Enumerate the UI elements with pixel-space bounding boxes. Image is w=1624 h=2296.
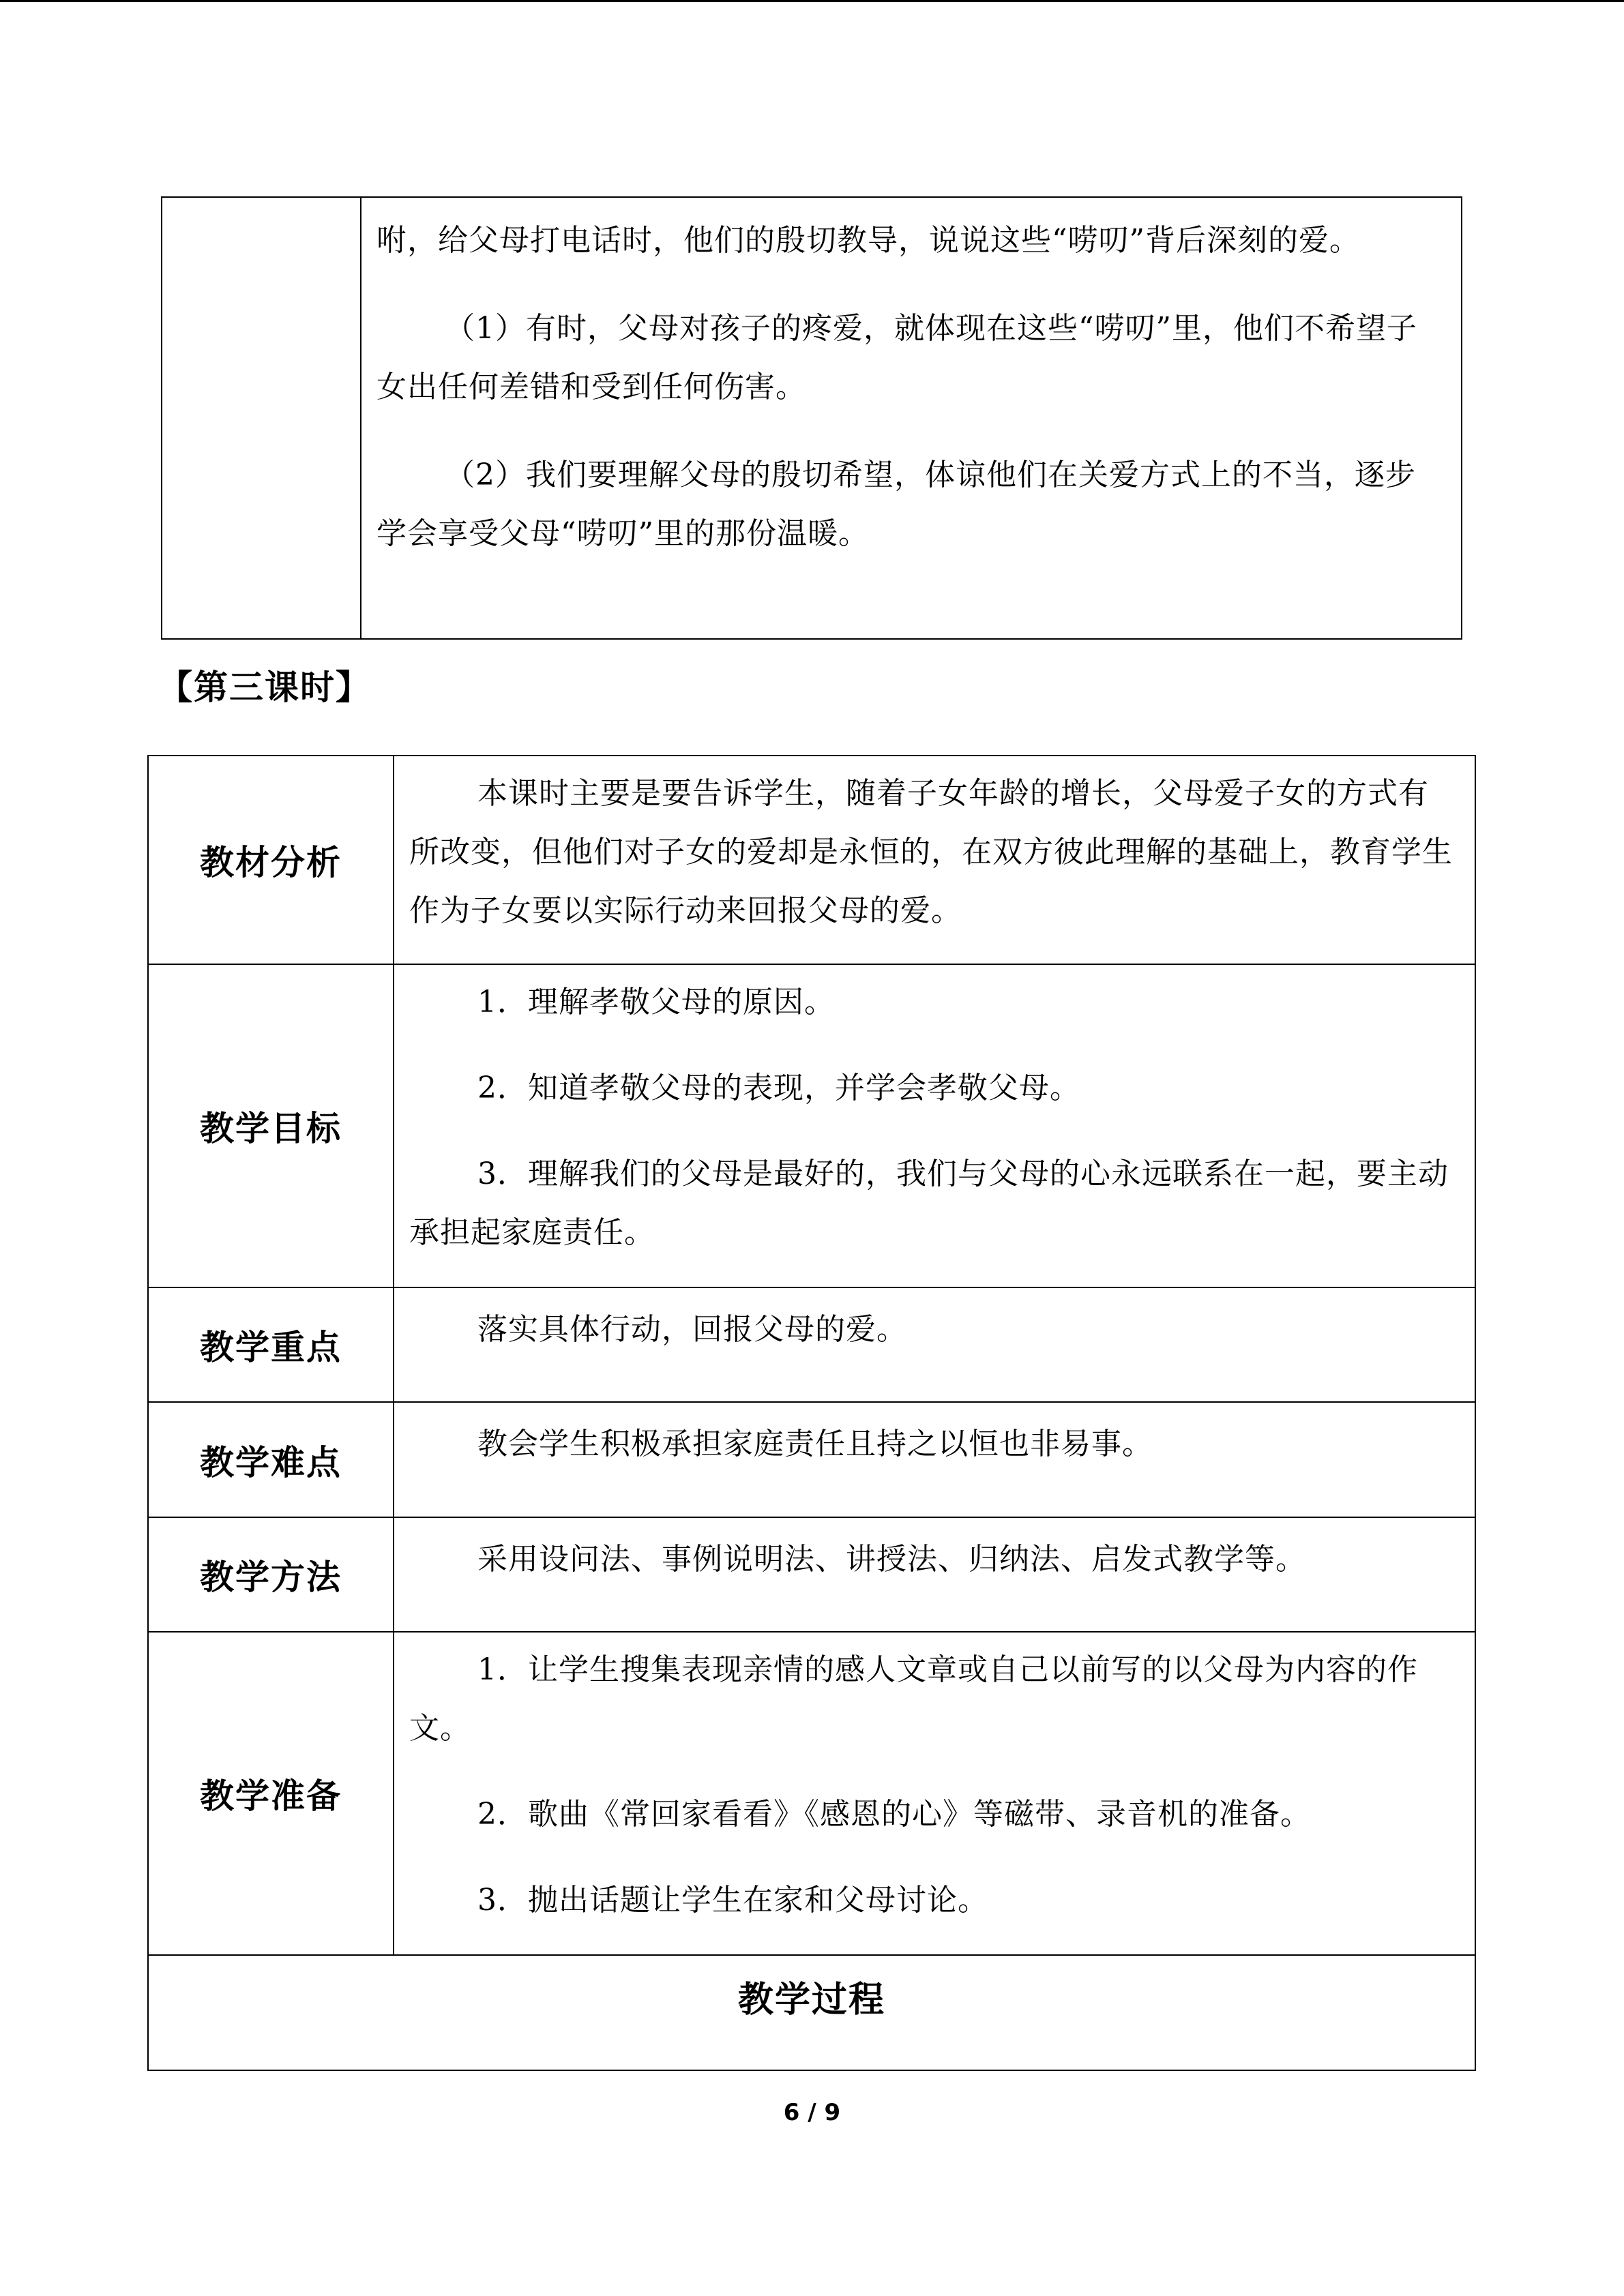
teaching-prep-1: 1．让学生搜集表现亲情的感人文章或自己以前写的以父母为内容的作文。 — [409, 1652, 1418, 1746]
label-teaching-focus: 教学重点 — [148, 1287, 394, 1402]
label-teaching-method: 教学方法 — [148, 1517, 394, 1632]
content-teaching-method — [394, 1517, 1475, 1632]
teaching-goal-2: 2．知道孝敬父母的表现，并学会孝敬父母。 — [477, 1071, 1080, 1105]
teaching-goal-1: 1．理解孝敬父母的原因。 — [477, 985, 835, 1019]
page-top-border — [0, 0, 1624, 2]
content-teaching-focus — [394, 1287, 1475, 1402]
row-teaching-goals — [148, 964, 1475, 1287]
teaching-focus-text: 落实具体行动，回报父母的爱。 — [477, 1312, 907, 1347]
content-teaching-goals — [394, 964, 1475, 1287]
page-number: 6 / 9 — [783, 2099, 841, 2126]
row-material-analysis — [148, 756, 1475, 964]
section-title: 【第三课时】 — [158, 668, 371, 707]
teaching-prep-2: 2．歌曲《常回家看看》《感恩的心》等磁带、录音机的准备。 — [477, 1797, 1311, 1832]
label-teaching-prep: 教学准备 — [148, 1632, 394, 1955]
lesson-plan-table — [147, 755, 1476, 2071]
label-teaching-difficulty: 教学难点 — [148, 1402, 394, 1517]
row-teaching-focus — [148, 1287, 1475, 1402]
continuation-table-label-cell — [162, 198, 361, 638]
row-teaching-prep — [148, 1632, 1475, 1955]
continuation-paragraph-3: （2）我们要理解父母的殷切希望，体谅他们在关爱方式上的不当，逐步学会享受父母“唠叨”里的那份温暖。 — [377, 458, 1416, 551]
content-material-analysis — [394, 756, 1475, 964]
teaching-goal-3: 3．理解我们的父母是最好的，我们与父母的心永远联系在一起，要主动承担起家庭责任。 — [409, 1157, 1449, 1250]
row-teaching-difficulty — [148, 1402, 1475, 1517]
row-teaching-process — [148, 1955, 1475, 2070]
teaching-difficulty-text: 教会学生积极承担家庭责任且持之以恒也非易事。 — [477, 1427, 1153, 1461]
content-teaching-prep — [394, 1632, 1475, 1955]
teaching-method-text: 采用设问法、事例说明法、讲授法、归纳法、启发式教学等。 — [477, 1542, 1306, 1577]
continuation-table — [161, 196, 1462, 640]
continuation-paragraph-1: 咐，给父母打电话时，他们的殷切教导，说说这些“唠叨”背后深刻的爱。 — [377, 223, 1360, 258]
teaching-process-title: 教学过程 — [148, 1955, 1475, 2070]
content-teaching-difficulty — [394, 1402, 1475, 1517]
material-analysis-text: 本课时主要是要告诉学生，随着子女年龄的增长，父母爱子女的方式有所改变，但他们对子女的爱却是永恒的，在双方彼此理解的基础上，教育学生作为子女要以实际行动来回报父母的爱。 — [409, 776, 1453, 928]
row-teaching-method — [148, 1517, 1475, 1632]
label-teaching-goals: 教学目标 — [148, 964, 394, 1287]
label-material-analysis: 教材分析 — [148, 756, 394, 964]
continuation-paragraph-2: （1）有时，父母对孩子的疼爱，就体现在这些“唠叨”里，他们不希望子女出任何差错和受到任何伤害。 — [377, 311, 1417, 404]
teaching-prep-3: 3．抛出话题让学生在家和父母讨论。 — [477, 1883, 988, 1918]
continuation-table-content-cell — [361, 198, 1461, 638]
